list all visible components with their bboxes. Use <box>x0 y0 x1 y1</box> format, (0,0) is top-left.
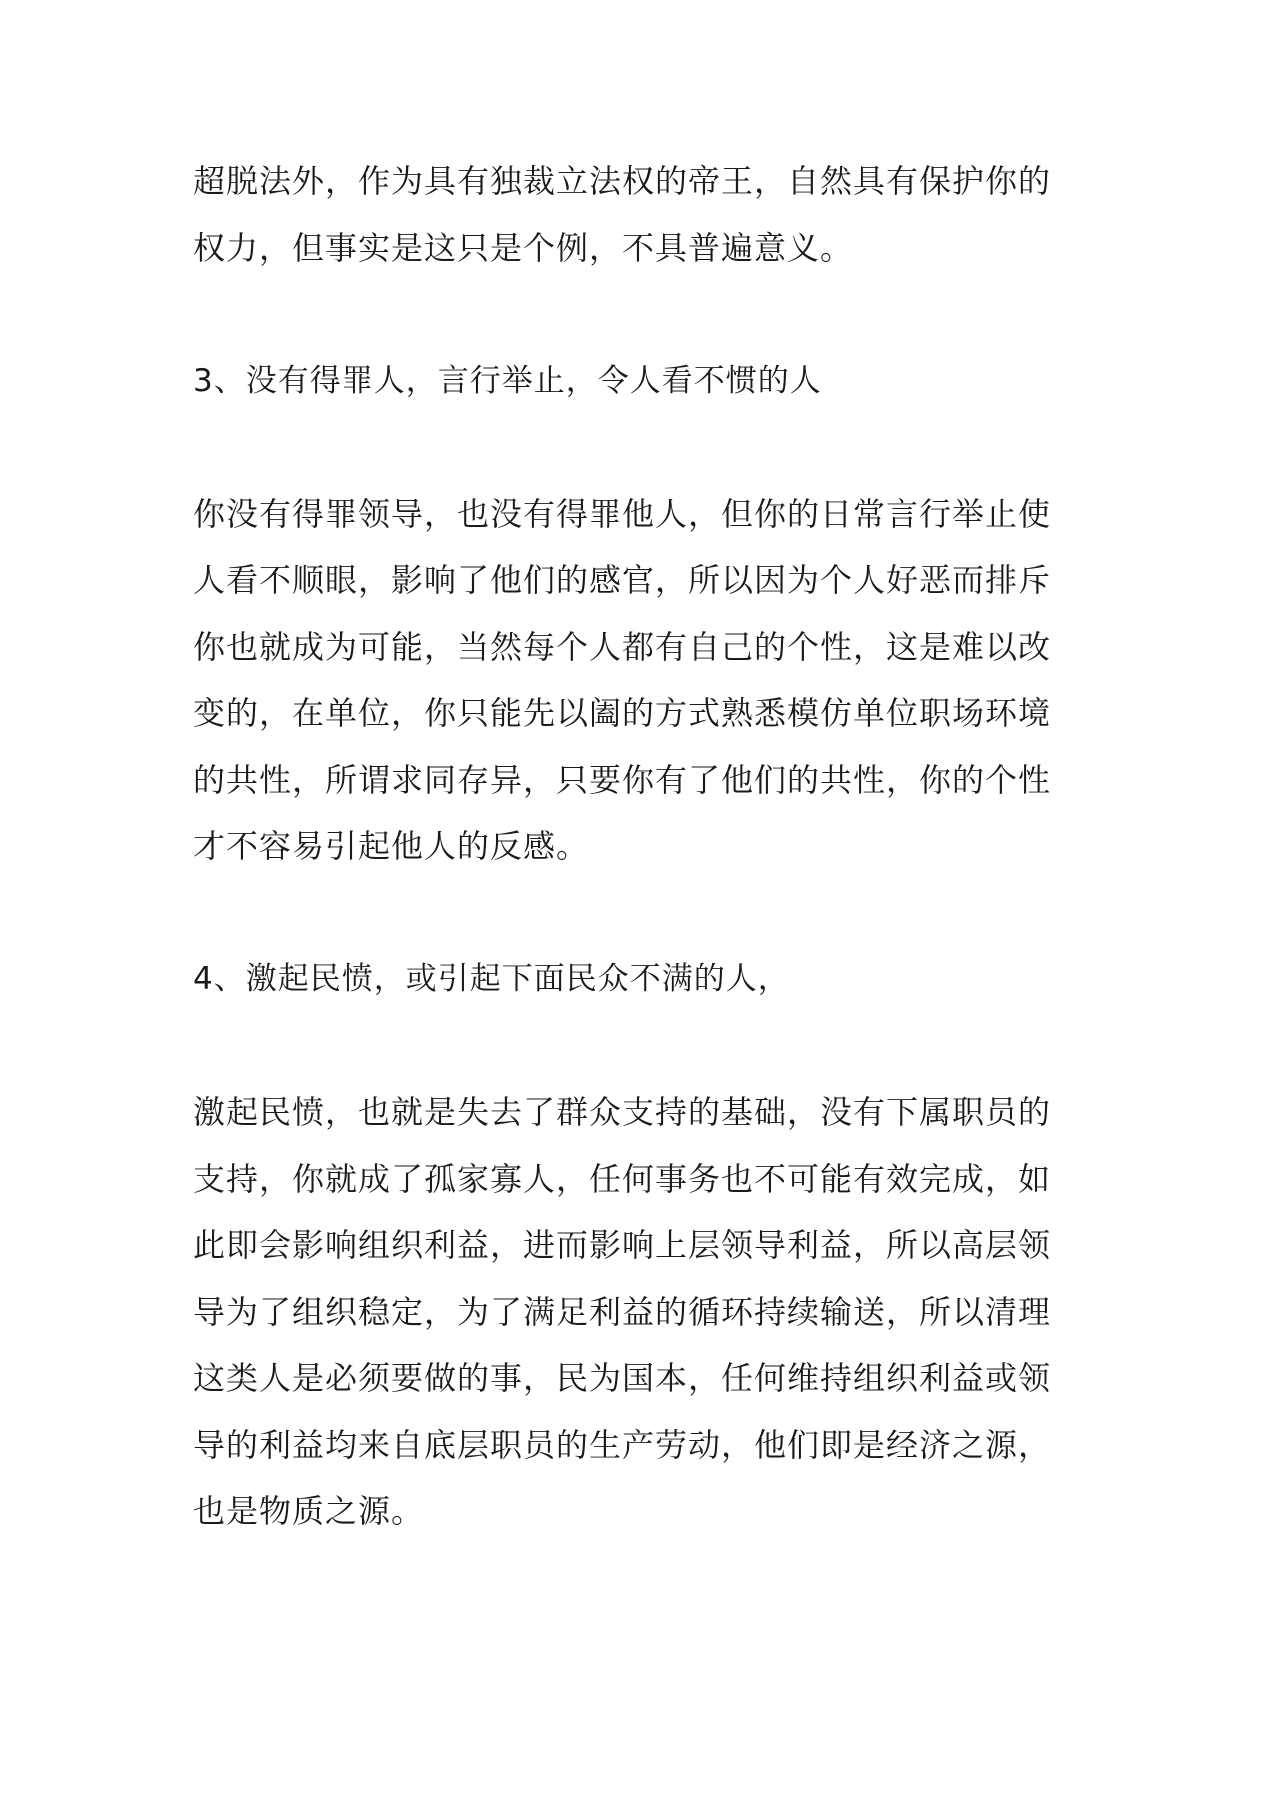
text-line: 才不容易引起他人的反感。 <box>193 827 590 865</box>
text-line: 权力，但事实是这只是个例，不具普遍意义。 <box>193 228 854 267</box>
text-line: 你没有得罪领导，也没有得罪他人，但你的日常言行举止使 <box>193 494 1052 533</box>
heading-text: 3、没有得罪人，言行举止，令人看不惯的人 <box>193 362 822 399</box>
text-line: 变的，在单位，你只能先以阖的方式熟悉模仿单位职场环境 <box>193 694 1052 732</box>
text-line: 你也就成为可能，当然每个人都有自己的个性，这是难以改 <box>193 627 1052 666</box>
section-heading-3 <box>193 348 1083 415</box>
text-line: 超脱法外，作为具有独裁立法权的帝王，自然具有保护你的 <box>193 162 1052 200</box>
paragraph-section-3 <box>193 481 1083 880</box>
section-heading-4 <box>193 946 1083 1013</box>
text-line: 激起民愤，也就是失去了群众支持的基础，没有下属职员的 <box>193 1093 1052 1131</box>
paragraph-intro <box>193 148 1083 281</box>
text-line: 也是物质之源。 <box>193 1492 425 1530</box>
text-line: 此即会影响组织利益，进而影响上层领导利益，所以高层领 <box>193 1226 1052 1264</box>
text-line: 导的利益均来自底层职员的生产劳动，他们即是经济之源， <box>193 1425 1052 1464</box>
paragraph-section-4 <box>193 1079 1083 1545</box>
text-line: 这类人是必须要做的事，民为国本，任何维持组织利益或领 <box>193 1359 1052 1397</box>
text-line: 的共性，所谓求同存异，只要你有了他们的共性，你的个性 <box>193 760 1052 799</box>
text-line: 人看不顺眼，影响了他们的感官，所以因为个人好恶而排斥 <box>193 561 1052 599</box>
text-line: 支持，你就成了孤家寡人，任何事务也不可能有效完成，如 <box>193 1159 1052 1198</box>
text-line: 导为了组织稳定，为了满足利益的循环持续输送，所以清理 <box>193 1292 1052 1331</box>
heading-text: 4、激起民愤，或引起下面民众不满的人， <box>193 961 790 997</box>
document-body <box>193 148 1083 1545</box>
